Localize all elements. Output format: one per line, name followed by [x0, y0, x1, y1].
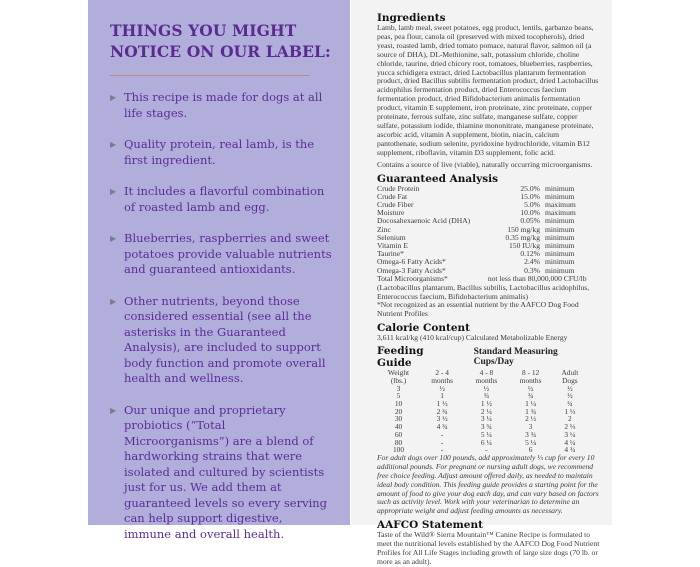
- feeding-cell: 80: [394, 437, 403, 447]
- feeding-cell: 1 ½: [480, 398, 492, 408]
- feeding-cell: 2 ½: [525, 414, 537, 424]
- feeding-cell: 3 ¾: [525, 429, 537, 439]
- feeding-cell: 1: [440, 391, 444, 401]
- feeding-cell: 2 ⅓: [564, 422, 576, 432]
- analysis-name: Selenium: [377, 232, 406, 242]
- analysis-qual: minimum: [545, 240, 575, 250]
- analysis-qual: minimum: [545, 191, 575, 201]
- feeding-cell: 60: [394, 429, 403, 439]
- analysis-value: 10.0%: [520, 208, 540, 218]
- feeding-cell: 2 ¾: [436, 406, 448, 416]
- feeding-cell: 3: [396, 383, 401, 393]
- calorie-content-text: 3,611 kcal/kg (410 kcal/cup) Calculated Metabolizable Energy: [377, 333, 568, 343]
- feeding-column-header: Dogs: [562, 375, 578, 385]
- guaranteed-analysis-heading: Guaranteed Analysis: [377, 172, 499, 185]
- analysis-value: 25.0%: [520, 183, 540, 193]
- live-microorganisms-note: Contains a source of live (viable), naturally occurring microorganisms.: [377, 159, 593, 169]
- feeding-row: [377, 385, 587, 393]
- feeding-row: [377, 439, 587, 447]
- calorie-content-heading: Calorie Content: [377, 322, 471, 335]
- triangle-right-icon: ▶: [110, 234, 117, 243]
- feeding-column-header: 2 - 4: [435, 368, 449, 378]
- feeding-cell: 20: [394, 406, 403, 416]
- feeding-guide-note: For adult dogs over 100 pounds, add approximately ⅓ cup for every 10 additional pounds. For pregnant or nursing adult dogs, we recommend free choice feeding. Adjust amount offered daily, as needed to maintain ideal body condition. This feeding guide provides a starting point for the amount of food to give your dog each day, and can vary based on factors such as activity level. Work with your veterinarian to determine an appropriate weight and adjust feeding amounts as necessary.: [377, 452, 599, 516]
- analysis-qual: maximum: [545, 199, 576, 209]
- feeding-cell: 6: [528, 445, 533, 455]
- triangle-right-icon: ▶: [110, 187, 117, 196]
- feeding-column-header: months: [519, 375, 542, 385]
- microorganisms-row: Total Microorganisms* not less than 80,000,000 CFU/lb: [377, 273, 587, 283]
- feeding-cell: 5 ¼: [525, 437, 537, 447]
- analysis-value: 0.3%: [524, 265, 540, 275]
- feeding-cell: ½: [567, 383, 573, 393]
- analysis-value: 15.0%: [520, 191, 540, 201]
- list-item: ▶ Quality protein, real lamb, is the first ingredient.: [110, 137, 315, 167]
- feeding-cell: 1 ½: [436, 398, 448, 408]
- feeding-cell: ¾: [567, 398, 573, 408]
- list-item: ▶ Our unique and proprietary probiotics (“Total Microorganisms”) are a blend of hardworking strains that were isolated and cultured by scientists just for us. We add them at guaranteed levels so every serving can help support digestive, immune and overall health.: [110, 402, 328, 541]
- feeding-cell: ½: [483, 383, 490, 393]
- feeding-cell: 3: [528, 422, 533, 432]
- microorganisms-strains: (Lactobacillus plantarum, Bacillus subtilis, Lactobacillus acidophilus, Enterococcus faecium, Bifidobacterium animalis): [377, 282, 590, 301]
- feeding-cell: -: [440, 445, 444, 455]
- ingredients-heading: Ingredients: [377, 12, 446, 24]
- feeding-cell: 4 ¾: [436, 422, 448, 432]
- feeding-cell: 40: [394, 422, 403, 432]
- feeding-cell: 100: [392, 445, 405, 455]
- feeding-cell: -: [440, 437, 444, 447]
- analysis-qual: minimum: [545, 265, 575, 275]
- feeding-column-header: (lbs.): [390, 375, 407, 385]
- analysis-qual: minimum: [545, 249, 575, 259]
- feeding-cell: ½: [527, 383, 534, 393]
- feeding-guide-heading: Feeding Guide: [377, 345, 424, 370]
- analysis-qual: minimum: [545, 232, 575, 242]
- guaranteed-analysis-table: [377, 185, 581, 275]
- analysis-name: Crude Fiber: [377, 199, 414, 209]
- aafco-text: Taste of the Wild® Sierra Mountain™ Canine Recipe is formulated to meet the nutritional levels established by the AAFCO Dog Food Nutrient Profiles for All Life Stages including growth of large size dogs (70 lb. or more as an adult).: [377, 530, 600, 566]
- list-item: ▶ This recipe is made for dogs at all life stages.: [110, 90, 323, 120]
- title-divider: [110, 75, 310, 76]
- feeding-cell: ¾: [527, 391, 534, 401]
- feeding-cell: 10: [394, 398, 403, 408]
- feeding-cell: 5: [396, 391, 401, 401]
- feeding-header-row: [377, 377, 587, 385]
- feeding-cell: ¾: [483, 391, 490, 401]
- feeding-cell: 30: [394, 414, 403, 424]
- aafco-heading: AAFCO Statement: [377, 519, 483, 532]
- panel-title: THINGS YOU MIGHT NOTICE ON OUR LABEL:: [110, 21, 331, 61]
- triangle-right-icon: ▶: [110, 296, 117, 306]
- feeding-cell: 3 ½: [436, 414, 448, 424]
- feeding-cell: -: [485, 445, 488, 455]
- list-item: ▶ Other nutrients, beyond those considered essential (see all the asterisks in the Guaranteed Analysis), are included to support body function and promote overall health and wellness.: [110, 293, 326, 385]
- triangle-right-icon: ▶: [110, 140, 117, 149]
- analysis-qual: minimum: [545, 257, 575, 267]
- feeding-cell: -: [440, 429, 444, 439]
- feeding-cell: 5 ¼: [480, 429, 492, 439]
- analysis-name: Docosahexaenoic Acid (DHA): [377, 216, 471, 226]
- highlights-list: [110, 90, 332, 542]
- feeding-column-header: 8 - 12: [521, 368, 540, 378]
- feeding-column-header: Weight: [387, 368, 410, 378]
- feeding-cell: 1 ¾: [525, 406, 537, 416]
- analysis-name: Omega-6 Fatty Acids*: [377, 257, 446, 267]
- analysis-value: 0.12%: [520, 249, 540, 259]
- ingredients-text: Lamb, lamb meal, sweet potatoes, egg product, lentils, garbanzo beans, peas, pea flour, canola oil (preserved with mixed tocopherols), dried yeast, roasted lamb, dried tomato pomace, natural flavor, salmon oil (a source of DHA), DL-Methionine, salt, potassium chloride, choline chloride, taurine, dried chicory root, tomatoes, blueberries, raspberries, yucca schidigera extract, dried Lactobacillus plantarum fermentation product, dried Bacillus subtilis fermentation product, dried Lactobacillus acidophilus fermentation product, dried Enterococcus faecium fermentation product, dried Bifidobacterium animalis fermentation product, vitamin E supplement, iron proteinate, zinc proteinate, copper proteinate, ferrous sulfate, zinc sulfate, manganese sulfate, copper sulfate, potassium iodide, thiamine mononitrate, manganese proteinate, ascorbic acid, vitamin A supplement, biotin, niacin, calcium pantothenate, sodium selenite, pyridoxine hydrochloride, vitamin B12 supplement, riboflavin, vitamin D3 supplement, folic acid.: [377, 23, 599, 157]
- feeding-column-header: months: [475, 375, 498, 385]
- list-item: ▶ Blueberries, raspberries and sweet potatoes provide valuable nutrients and guaranteed antioxidants.: [110, 231, 332, 276]
- analysis-name: Zinc: [377, 224, 391, 234]
- analysis-qual: minimum: [545, 216, 575, 226]
- feeding-cell: 3 ¼: [564, 429, 576, 439]
- feeding-cell: ½: [567, 391, 573, 401]
- analysis-qual: minimum: [545, 224, 575, 234]
- feeding-column-header: 4 - 8: [479, 368, 494, 378]
- analysis-name: Omega-3 Fatty Acids*: [377, 265, 446, 275]
- label-highlights-panel: [88, 0, 350, 541]
- feeding-cell: 2: [568, 414, 572, 424]
- list-item: ▶ It includes a flavorful combination of roasted lamb and egg.: [110, 184, 325, 214]
- analysis-qual: minimum: [545, 183, 575, 193]
- analysis-value: 0.35 mg/kg: [505, 232, 540, 242]
- analysis-name: Crude Protein: [377, 183, 420, 193]
- feeding-guide-subheading: Standard Measuring Cups/Day: [473, 347, 558, 368]
- feeding-cell: 1 ⅓: [564, 406, 576, 416]
- feeding-column-header: months: [431, 375, 454, 385]
- analysis-value: 5.0%: [524, 199, 540, 209]
- feeding-guide-table: [377, 369, 587, 454]
- analysis-footnote: *Not recognized as an essential nutrient by the AAFCO Dog Food Nutrient Profiles: [377, 300, 579, 319]
- label-panel: [351, 0, 612, 566]
- feeding-cell: 3 ¼: [480, 414, 492, 424]
- analysis-value: 2.4%: [524, 257, 540, 267]
- analysis-name: Vitamin E: [377, 240, 408, 250]
- triangle-right-icon: ▶: [110, 405, 117, 415]
- feeding-cell: 6 ¼: [480, 437, 492, 447]
- analysis-value: 150 IU/kg: [508, 240, 540, 250]
- analysis-value: 150 mg/kg: [507, 224, 540, 234]
- feeding-guide-header: [377, 345, 600, 369]
- analysis-value: 0.05%: [520, 216, 540, 226]
- feeding-cell: 1 ¼: [525, 398, 537, 408]
- feeding-cell: 4 ¼: [564, 437, 576, 447]
- feeding-cell: ½: [439, 383, 445, 393]
- analysis-name: Crude Fat: [377, 191, 408, 201]
- feeding-column-header: Adult: [561, 368, 579, 378]
- feeding-cell: 4 ¾: [564, 445, 576, 455]
- analysis-qual: maximum: [545, 208, 576, 218]
- feeding-cell: 3 ¾: [480, 422, 492, 432]
- analysis-name: Moisture: [377, 208, 405, 218]
- analysis-name: Taurine*: [377, 249, 404, 259]
- triangle-right-icon: ▶: [110, 93, 117, 102]
- feeding-cell: 2 ¼: [480, 406, 492, 416]
